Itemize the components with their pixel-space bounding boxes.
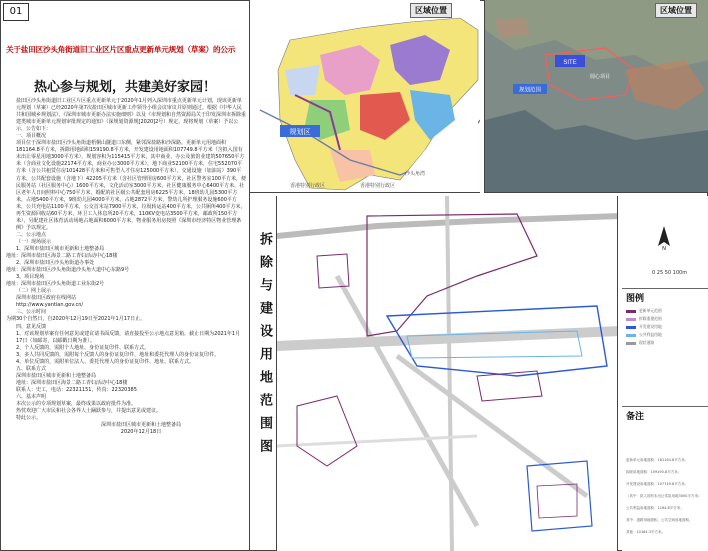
page-number: 01	[3, 3, 29, 21]
location-divider	[480, 24, 484, 25]
note-line: 公共利益用地面积：1164.8平方米；	[626, 506, 684, 510]
site-address: 地址：深圳市盐田区沙头角街道沙头角大道中心东路9号	[6, 267, 130, 274]
hk-label-2: 香港特别行政区	[290, 183, 326, 189]
section-title: 三、公示时间	[16, 309, 47, 316]
legend-label: 公共利益用地	[639, 332, 662, 337]
slogan: 热心参与规划，共建美好家园！	[33, 80, 216, 95]
subsection-title: （一）现场展示	[16, 238, 52, 245]
feedback-item: 2、个人反馈的，需附个人地址、身份证复印件、联系方式。	[16, 344, 150, 351]
legend-label: 更新单元范围	[639, 308, 662, 313]
svg-text:N: N	[662, 246, 666, 250]
main-title: 关于盐田区沙头角街道旧工业区片区重点更新单元规划（草案）的公示	[6, 45, 236, 54]
legend-item	[626, 324, 662, 330]
intro-paragraph: 盐田区沙头角街道旧工业区片区重点更新单元于2020年1月列入深圳市重点更新单元计划，现该更新单元规划（草案）已经2020年第7次盐田区城市更新工作领导小组会议审议并原则通过。根据《中华人民共和国城乡规划法》、《深圳市城市更新办法实施细则》以及《市规划和自然资源局关于印发深圳市拆除重建类城市更新单元规划审批规定的通知》（深规划资源规[2020]2号）规定，现将规划（草案）予以公示，公告如下：	[16, 98, 247, 133]
demolition-construction-map	[276, 196, 618, 551]
notes-title: 备注	[626, 412, 645, 422]
legend-item	[626, 332, 662, 338]
note-line: 其他：10164.3平方米。	[626, 530, 665, 534]
feedback-item: 1、对该规划草案有任何意见或建议请书面反馈，请直接投至公示地点意见箱，截止日期为2021年1月17日（如邮寄，以邮戳日期为准）。	[16, 330, 241, 344]
north-arrow-icon	[656, 226, 672, 250]
contact-person: 联系人：史工，电话：22321151，传真：22320385	[16, 386, 137, 393]
plan-area-label: 规划区	[289, 129, 311, 136]
note-line: 开发建设用地面积：107749.8平方米；	[626, 482, 689, 486]
legend-item	[626, 316, 662, 322]
statement-item: 特此公示。	[16, 415, 42, 422]
site-name: 2、深圳市盐田区沙头角街道办事处	[16, 260, 95, 267]
section-title: 五、联系方式	[16, 365, 47, 372]
statement-item: 本次公示的专项规划草案，最终成果以政府批件为准。	[16, 401, 137, 408]
regional-map-graphic	[250, 0, 480, 193]
legend-swatch	[626, 334, 636, 337]
note-line: 更新单元用地面积：181164.8平方米；	[626, 458, 689, 462]
site-name: 3、项目现场	[16, 274, 45, 281]
legend-title: 图例	[626, 294, 645, 304]
website-url[interactable]: http://www.yantian.gov.cn/	[16, 302, 84, 309]
site-address: 地址：深圳市盐田区沙头角街道工业东街2号	[6, 281, 105, 288]
signature-date: 2020年12月18日	[120, 429, 162, 436]
legend-divider	[622, 288, 708, 289]
demolition-label-text: 拆除与建设用地范围图	[257, 232, 272, 462]
legend-swatch	[626, 326, 636, 329]
section-title: 六、基本声明	[16, 393, 47, 400]
notes-divider	[622, 406, 708, 407]
region-tag-left: 区域位置	[410, 3, 452, 18]
legend-item	[626, 308, 662, 314]
site-label: SITE	[563, 60, 577, 66]
section-title: 二、公示地点	[16, 231, 47, 238]
demolition-label	[252, 232, 276, 532]
contact-address: 地址：深圳市盐田区海景二路工青妇活动中心18楼	[16, 379, 128, 386]
regional-location-map	[250, 0, 480, 193]
site-plan-graphic	[277, 196, 618, 551]
sea-label: 沙头角湾	[405, 171, 426, 177]
hk-label: 香港特别行政区	[360, 183, 396, 189]
site-name: 1、深圳市盐田区城市更新和土地整备局	[16, 245, 105, 252]
legend-label: 现状道路	[639, 340, 655, 345]
statement-item: 热忱欢迎广大市民和社会各界人士踊跃参与，并提出意见或建议。	[16, 408, 162, 415]
legend-panel	[622, 196, 708, 551]
feedback-item: 4、单位反馈的，需附单位法人、委托代理人的身份证复印件、地址、联系方式。	[16, 358, 195, 365]
section-title: 一、项目概况	[16, 133, 47, 140]
legend-label: 拆除重建范围	[639, 316, 662, 321]
note-line: 拆除用地面积：159190.8平方米；	[626, 470, 682, 474]
legend-swatch	[626, 310, 636, 313]
region-tag-right: 区域位置	[655, 3, 697, 18]
satellite-map-graphic	[485, 0, 708, 193]
section-paragraph: 项目位于深圳市盐田区沙头角街道梧桐山隧道口东侧，紧邻深盐路和沙深路。更新单元用地面积181164.8平方米，拆除用地面积159190.8平方米，开发建设用地面积107749.8平方米（含拟入国有未出让零星用地3000平方米），规划容积为115415平方米，其中商业、办公及旅馆业建筑507650平方米（含商业文化设施22174平方米，商业办公3000平方米），地下商业52100平方米，住宅552070平方米（含公共租赁住房101428平方米和可售型人才住房125000平方米），交通设施（加油站）390平方米，公共配套设施（含地下）42205平方米（含社区管理用房600平方米，社区警务室100平方米，便民服务站（社区服务中心）1600平方米，文化活动室3000平方米，社区健康服务中心6400平方米，社区老年人日间照料中心750平方米，婚配的社区级公共配套用房6225平方米，18班幼儿园5300平方米，占地5400平方米，9班幼儿园4000平方米，占地2872平方米，警幼儿所护理服务设施600平方米，公共充电站1100平方米，公交首末站7900平方米，垃圾转运站400平方米，公共厕所400平方米，再生资源回收站60平方米，环卫工人休息所20平方米，110KV变电站3500平方米，邮政所150平方米），另配建社区体育活动场地占地面积6000平方米，物业服务用房按照《深圳市经济特区物业管理条例》予以规定。	[16, 140, 246, 231]
section-title: 四、意见反馈	[16, 323, 47, 330]
satellite-location-map	[484, 0, 708, 193]
legend-swatch	[626, 342, 636, 345]
notice-body	[6, 98, 246, 436]
site-sub-label: 圆心项目	[590, 74, 611, 80]
signature-org: 深圳市盐田区城市更新和土地整备局	[100, 422, 181, 429]
note-line: 其中：道路用地面积，公共空间用地面积，	[626, 518, 693, 522]
feedback-item: 3、多人共同反馈的，需附每个反馈人的身份证复印件，地址和委托代理人的身份证复印件。	[16, 351, 220, 358]
scale-bar: 0 25 50 100m	[652, 270, 688, 276]
legend-swatch	[626, 318, 636, 321]
plans-area	[250, 0, 708, 551]
contact-org: 深圳市盐田区城市更新和土地整备局	[16, 372, 97, 379]
plan-range-label: 规划范围	[518, 87, 542, 94]
website-name: 深圳市盐田区政府在线网站	[16, 295, 77, 302]
section-paragraph: 为期30个自然日，自2020年12月19日至2021年1月17日止。	[6, 316, 146, 323]
legend-item	[626, 340, 654, 346]
subsection-title: （二）网上展示	[16, 288, 52, 295]
site-address: 地址：深圳市盐田区海景二路工青妇活动中心18楼	[6, 253, 118, 260]
legend-label: 开发建设用地	[639, 324, 662, 329]
note-line: （其中：拟入国有未出让零星用地3000平方米）	[626, 494, 702, 498]
notice-column	[0, 0, 250, 551]
